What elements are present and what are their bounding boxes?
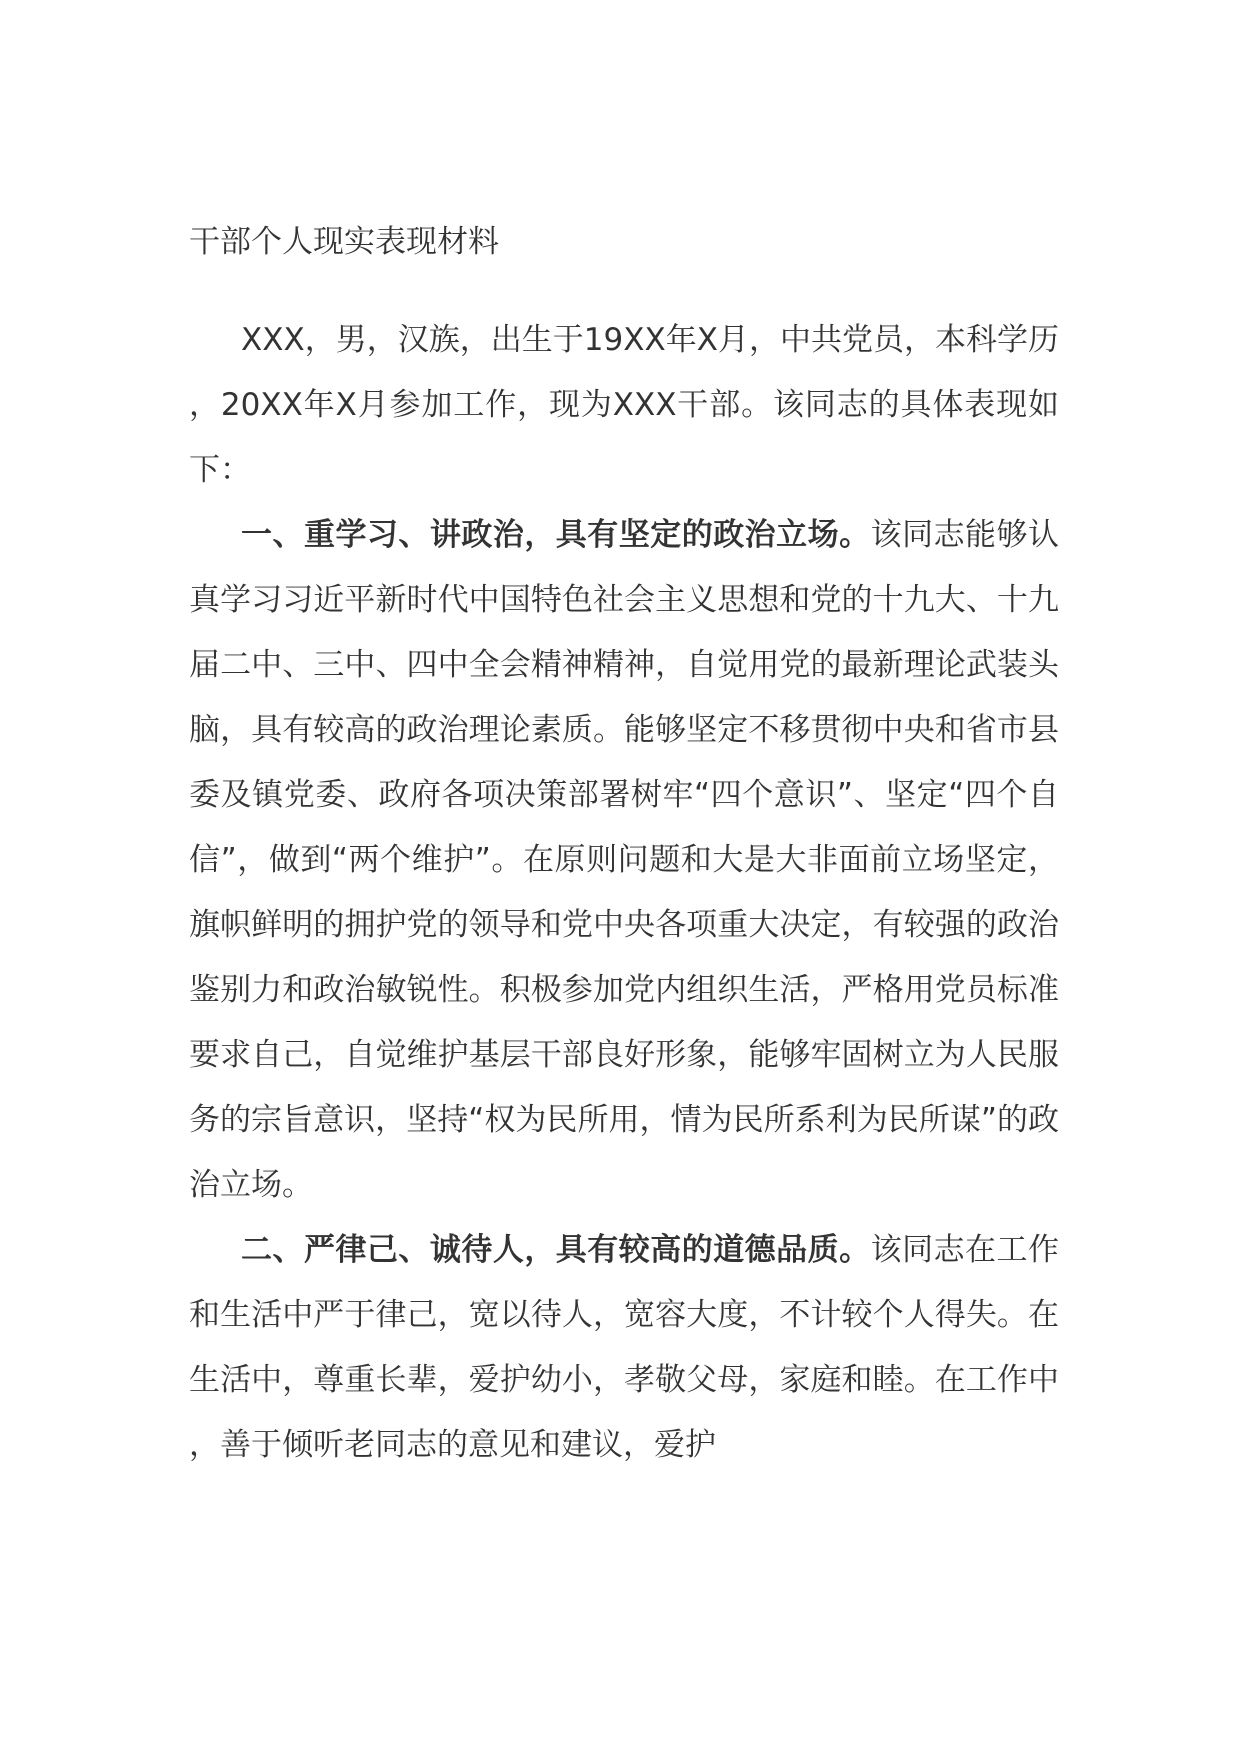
paragraph-text: 该同志在工作和生活中严于律己，宽以待人，宽容大度，不计较个人得失。在生活中，尊重长辈，爱护幼小，孝敬父母，家庭和睦。在工作中，善于倾听老同志的意见和建议，爱护 — [189, 1232, 1060, 1463]
paragraph-text: 该同志能够认真学习习近平新时代中国特色社会主义思想和党的十九大、十九届二中、三中、四中全会精神精神，自觉用党的最新理论武装头脑，具有较高的政治理论素质。能够坚定不移贯彻中央和省市县委及镇党委、政府各项决策部署树牢“四个意识”、坚定“四个自信”，做到“两个维护”。在原则问题和大是大非面前立场坚定，旗帜鲜明的拥护党的领导和党中央各项重大决定，有较强的政治鉴别力和政治敏锐性。积极参加党内组织生活，严格用党员标准要求自己，自觉维护基层干部良好形象，能够牢固树立为人民服务的宗旨意识，坚持“权为民所用，情为民所系利为民所谋”的政治立场。 — [189, 517, 1060, 1203]
paragraph-section-2 — [189, 1218, 1059, 1478]
paragraph-text: XXX，男，汉族，出生于19XX年X月，中共党员，本科学历，20XX年X月参加工作，现为XXX干部。该同志的具体表现如下： — [189, 322, 1059, 488]
paragraph-section-1 — [189, 503, 1059, 1218]
paragraph-intro — [189, 308, 1059, 503]
document-body — [189, 308, 1059, 1478]
document-page — [189, 0, 1059, 1754]
document-title: 干部个人现实表现材料 — [189, 224, 499, 260]
section-heading: 二、严律己、诚待人，具有较高的道德品质。 — [241, 1232, 871, 1268]
section-heading: 一、重学习、讲政治，具有坚定的政治立场。 — [241, 517, 871, 553]
